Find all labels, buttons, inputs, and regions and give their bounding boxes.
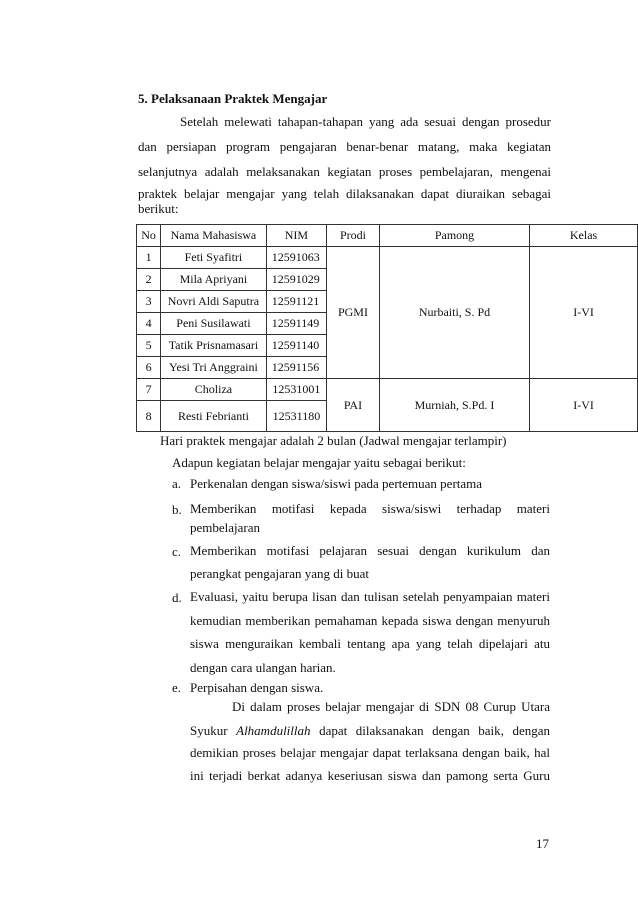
cell-nim: 12591149 (266, 313, 326, 335)
intro-line-2: dan persiapan program pengajaran benar-benar matang, maka kegiatan (138, 139, 551, 154)
list-marker: b. (172, 502, 182, 517)
cell-nim: 12591140 (266, 335, 326, 357)
cell-no: 4 (137, 313, 161, 335)
cell-prodi: PAI (327, 379, 380, 432)
cell-nama: Feti Syafitri (161, 247, 267, 269)
section-heading: 5. Pelaksanaan Praktek Mengajar (138, 91, 328, 106)
cell-nama: Mila Apriyani (161, 269, 267, 291)
list-item: Memberikan motifasi kepada siswa/siswi terhadap materi (190, 501, 550, 516)
list-item: Perkenalan dengan siswa/siswi pada pertemuan pertama (190, 476, 483, 491)
cell-nim: 12591121 (266, 291, 326, 313)
cell-nim: 12591063 (266, 247, 326, 269)
header-kelas: Kelas (530, 225, 638, 247)
cell-nama: Choliza (161, 379, 267, 401)
header-prodi: Prodi (327, 225, 380, 247)
table-header-row (137, 225, 638, 247)
cell-no: 5 (137, 335, 161, 357)
list-marker: c. (172, 544, 182, 559)
cell-nim: 12591029 (266, 269, 326, 291)
cell-pamong: Murniah, S.Pd. I (379, 379, 529, 432)
list-item-cont: pembelajaran (190, 520, 261, 535)
list-item: Memberikan motifasi pelajaran sesuai dengan kurikulum dan (190, 543, 550, 558)
duration-line: Hari praktek mengajar adalah 2 bulan (Jadwal mengajar terlampir) (160, 433, 507, 448)
header-no: No (137, 225, 161, 247)
cell-no: 7 (137, 379, 161, 401)
cell-no: 2 (137, 269, 161, 291)
cell-pamong: Nurbaiti, S. Pd (379, 247, 529, 379)
intro-line-1: Setelah melewati tahapan-tahapan yang ada sesuai dengan prosedur (180, 114, 551, 129)
table-row (137, 247, 638, 269)
list-marker: d. (172, 590, 182, 605)
list-item: Evaluasi, yaitu berupa lisan dan tulisan setelah penyampaian materi (190, 589, 550, 604)
cell-prodi: PGMI (327, 247, 380, 379)
list-item: Perpisahan dengan siswa. (190, 680, 324, 695)
cell-no: 3 (137, 291, 161, 313)
cell-no: 8 (137, 401, 161, 432)
closing-line-3: demikian proses belajar mengajar dapat terlaksana dengan baik, hal (190, 745, 550, 760)
list-marker: e. (172, 680, 182, 695)
intro-line-3: selanjutnya adalah melaksanakan kegiatan proses pembelajaran, mengenai (138, 164, 551, 179)
intro-line-4: praktek belajar mengajar yang telah dilaksanakan dapat diuraikan sebagai (138, 186, 551, 201)
list-item-cont: kemudian memberikan pemahaman kepada siswa dengan menyuruh (190, 613, 550, 628)
page-number: 17 (536, 836, 549, 851)
cell-nama: Resti Febrianti (161, 401, 267, 432)
cell-nim: 12531180 (266, 401, 326, 432)
closing-line-2: Syukur Alhamdulillah dapat dilaksanakan dengan baik, dengan (190, 723, 551, 738)
list-item-cont: perangkat pengajaran yang di buat (190, 566, 370, 581)
cell-no: 1 (137, 247, 161, 269)
intro-line-5: berikut: (138, 201, 179, 216)
cell-nama: Peni Susilawati (161, 313, 267, 335)
cell-kelas: I-VI (530, 379, 638, 432)
cell-nama: Yesi Tri Anggraini (161, 357, 267, 379)
cell-no: 6 (137, 357, 161, 379)
list-item-cont: siswa menguraikan kembali tentang apa yang telah dipelajari atu (190, 636, 550, 651)
list-item-cont: dengan cara ulangan harian. (190, 660, 336, 675)
cell-nim: 12591156 (266, 357, 326, 379)
header-nama: Nama Mahasiswa (161, 225, 267, 247)
student-table (136, 224, 638, 432)
cell-nama: Novri Aldi Saputra (161, 291, 267, 313)
table-row (137, 379, 638, 401)
header-pamong: Pamong (379, 225, 529, 247)
cell-kelas: I-VI (530, 247, 638, 379)
cell-nim: 12531001 (266, 379, 326, 401)
closing-line-1: Di dalam proses belajar mengajar di SDN 08 Curup Utara (232, 699, 550, 714)
activities-intro: Adapun kegiatan belajar mengajar yaitu sebagai berikut: (172, 455, 466, 470)
cell-nama: Tatik Prisnamasari (161, 335, 267, 357)
list-marker: a. (172, 476, 182, 491)
closing-line-4: ini terjadi berkat adanya keseriusan siswa dan pamong serta Guru (190, 768, 550, 783)
header-nim: NIM (266, 225, 326, 247)
